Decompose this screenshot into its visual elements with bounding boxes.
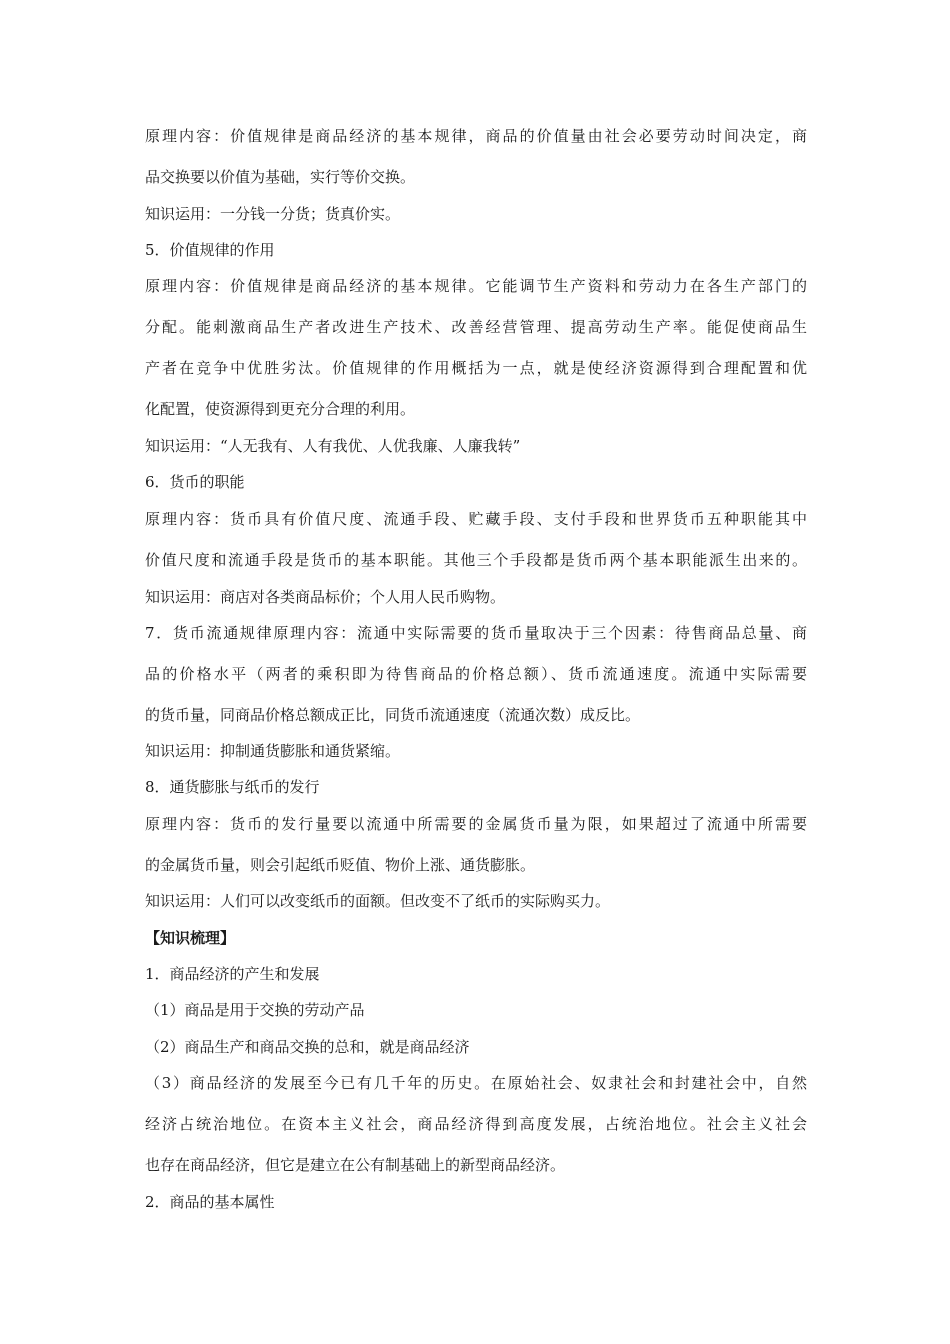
paragraph-line: 7．货币流通规律原理内容：流通中实际需要的货币量取决于三个因素：待售商品总量、商 [145, 624, 807, 642]
paragraph-line: 知识运用：抑制通货膨胀和通货紧缩。 [145, 742, 401, 760]
paragraph-line: 原理内容：价值规律是商品经济的基本规律，商品的价值量由社会必要劳动时间决定，商 [145, 127, 807, 145]
section-heading: 5．价值规律的作用 [145, 241, 275, 259]
paragraph-line: 的金属货币量，则会引起纸币贬值、物价上涨、通货膨胀。 [145, 856, 536, 874]
list-item: （2）商品生产和商品交换的总和，就是商品经济 [145, 1038, 470, 1056]
paragraph-line: 原理内容：货币具有价值尺度、流通手段、贮藏手段、支付手段和世界货币五种职能其中 [145, 510, 807, 528]
section-heading: 8．通货膨胀与纸币的发行 [145, 778, 320, 796]
paragraph-line: 品的价格水平（两者的乘积即为待售商品的价格总额）、货币流通速度。流通中实际需要 [145, 665, 807, 683]
paragraph-line: 原理内容：价值规律是商品经济的基本规律。它能调节生产资料和劳动力在各生产部门的 [145, 277, 807, 295]
paragraph-line: 知识运用：一分钱一分货；货真价实。 [145, 205, 401, 223]
list-item: （3）商品经济的发展至今已有几千年的历史。在原始社会、奴隶社会和封建社会中，自然 [145, 1074, 807, 1092]
paragraph-line: 知识运用：人们可以改变纸币的面额。但改变不了纸币的实际购买力。 [145, 892, 611, 910]
paragraph-line: 价值尺度和流通手段是货币的基本职能。其他三个手段都是货币两个基本职能派生出来的。 [145, 551, 807, 569]
paragraph-line: 的货币量，同商品价格总额成正比，同货币流通速度（流通次数）成反比。 [145, 706, 641, 724]
section-heading: 6．货币的职能 [145, 473, 245, 491]
paragraph-line: 经济占统治地位。在资本主义社会，商品经济得到高度发展，占统治地位。社会主义社会 [145, 1115, 807, 1133]
paragraph-line: 分配。能刺激商品生产者改进生产技术、改善经营管理、提高劳动生产率。能促使商品生 [145, 318, 807, 336]
paragraph-line: 产者在竞争中优胜劣汰。价值规律的作用概括为一点，就是使经济资源得到合理配置和优 [145, 359, 807, 377]
section-title: 【知识梳理】 [145, 929, 236, 947]
list-item: （1）商品是用于交换的劳动产品 [145, 1001, 365, 1019]
paragraph-line: 原理内容：货币的发行量要以流通中所需要的金属货币量为限，如果超过了流通中所需要 [145, 815, 807, 833]
paragraph-line: 品交换要以价值为基础，实行等价交换。 [145, 168, 416, 186]
paragraph-line: 也存在商品经济，但它是建立在公有制基础上的新型商品经济。 [145, 1156, 566, 1174]
paragraph-line: 知识运用：商店对各类商品标价；个人用人民币购物。 [145, 588, 506, 606]
paragraph-line: 知识运用：“人无我有、人有我优、人优我廉、人廉我转” [145, 437, 521, 455]
paragraph-line: 化配置，使资源得到更充分合理的利用。 [145, 400, 416, 418]
section-heading: 1．商品经济的产生和发展 [145, 965, 320, 983]
section-heading: 2．商品的基本属性 [145, 1193, 275, 1211]
